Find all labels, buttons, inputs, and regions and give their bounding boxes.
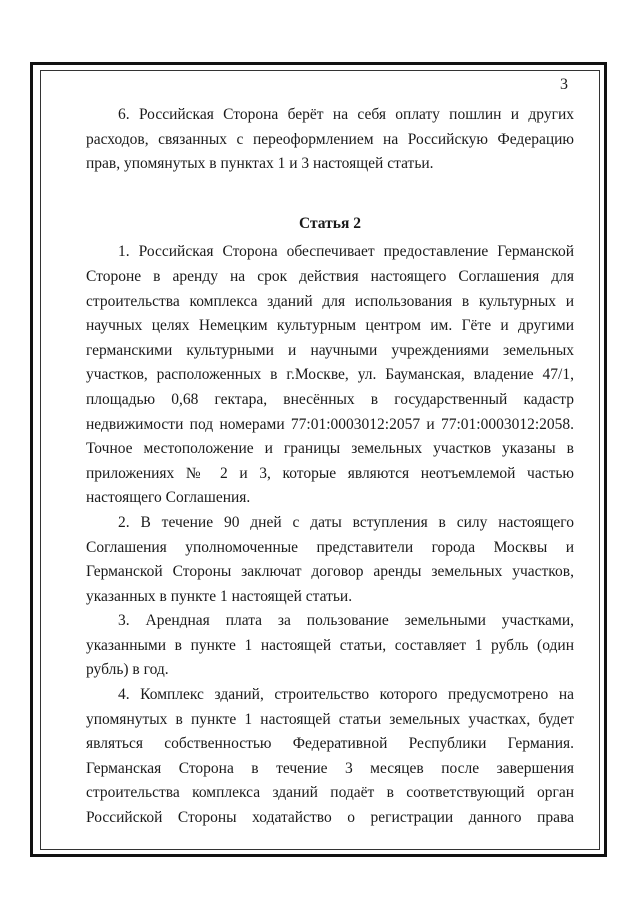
paragraph-line: 3. Арендная плата за пользование земельными участками, bbox=[118, 612, 574, 630]
article-2-paragraph-2 bbox=[86, 511, 574, 609]
paragraph-line: приложениях № 2 и 3, которые являются неотъемлемой частью bbox=[86, 464, 574, 482]
paragraph-line: Российской Стороны ходатайство о регистрации данного права bbox=[86, 809, 574, 827]
paragraph-line: указанными в пункте 1 настоящей статьи, составляет 1 рубль (один bbox=[86, 636, 574, 654]
paragraph-line: строительства комплекса зданий для использования в культурных и bbox=[86, 292, 574, 310]
paragraph-line: расходов, связанных с переоформлением на Российскую Федерацию bbox=[86, 130, 574, 148]
article-2-paragraph-4 bbox=[86, 683, 574, 831]
paragraph-line: 6. Российская Сторона берёт на себя оплату пошлин и других bbox=[118, 106, 574, 123]
paragraph-line: являться собственностью Федеративной Республики Германия. bbox=[86, 735, 574, 753]
paragraph-line: 4. Комплекс зданий, строительство которого предусмотрено на bbox=[118, 686, 574, 704]
paragraph-line: Германская Сторона в течение 3 месяцев после завершения bbox=[86, 759, 574, 777]
paragraph-line: Соглашения уполномоченные представители города Москвы и bbox=[86, 538, 574, 556]
document-body bbox=[86, 103, 574, 831]
paragraph-line: Точное местоположение и границы земельных участков указаны в bbox=[86, 440, 574, 458]
paragraph-line: научных целях Немецким культурным центром им. Гёте и другими bbox=[86, 317, 574, 335]
article-2-paragraph-3 bbox=[86, 609, 574, 683]
paragraph-line: рубль) в год. bbox=[86, 661, 169, 679]
paragraph-line: германскими культурными и научными учреждениями земельных bbox=[86, 341, 574, 359]
paragraph-line: 2. В течение 90 дней с даты вступления в силу настоящего bbox=[118, 513, 574, 531]
paragraph-line: Германской Стороны заключат договор аренды земельных участков, bbox=[86, 563, 574, 581]
paragraph-line: недвижимости под номерами 77:01:0003012:2057 и 77:01:0003012:2058. bbox=[86, 415, 574, 433]
paragraph-line: прав, упомянутых в пунктах 1 и 3 настоящей статьи. bbox=[86, 155, 434, 173]
paragraph-line: строительства комплекса зданий подаёт в соответствующий орган bbox=[86, 784, 574, 802]
page-number: 3 bbox=[560, 76, 568, 93]
article-2-paragraph-1 bbox=[86, 240, 574, 511]
paragraph-line: настоящего Соглашения. bbox=[86, 489, 251, 507]
paragraph-line: площадью 0,68 гектара, внесённых в государственный кадастр bbox=[86, 390, 574, 408]
paragraph-line: упомянутых в пункте 1 настоящей статьи земельных участках, будет bbox=[86, 710, 574, 728]
paragraph-line: Стороне в аренду на срок действия настоящего Соглашения для bbox=[86, 267, 574, 285]
article-title: Статья 2 bbox=[299, 214, 361, 232]
paragraph-line: 1. Российская Сторона обеспечивает предоставление Германской bbox=[118, 243, 574, 261]
paragraph-line: указанных в пункте 1 настоящей статьи. bbox=[86, 587, 353, 605]
paragraph-line: участков, расположенных в г.Москве, ул. Бауманская, владение 47/1, bbox=[86, 366, 574, 384]
paragraph-6 bbox=[86, 103, 574, 177]
